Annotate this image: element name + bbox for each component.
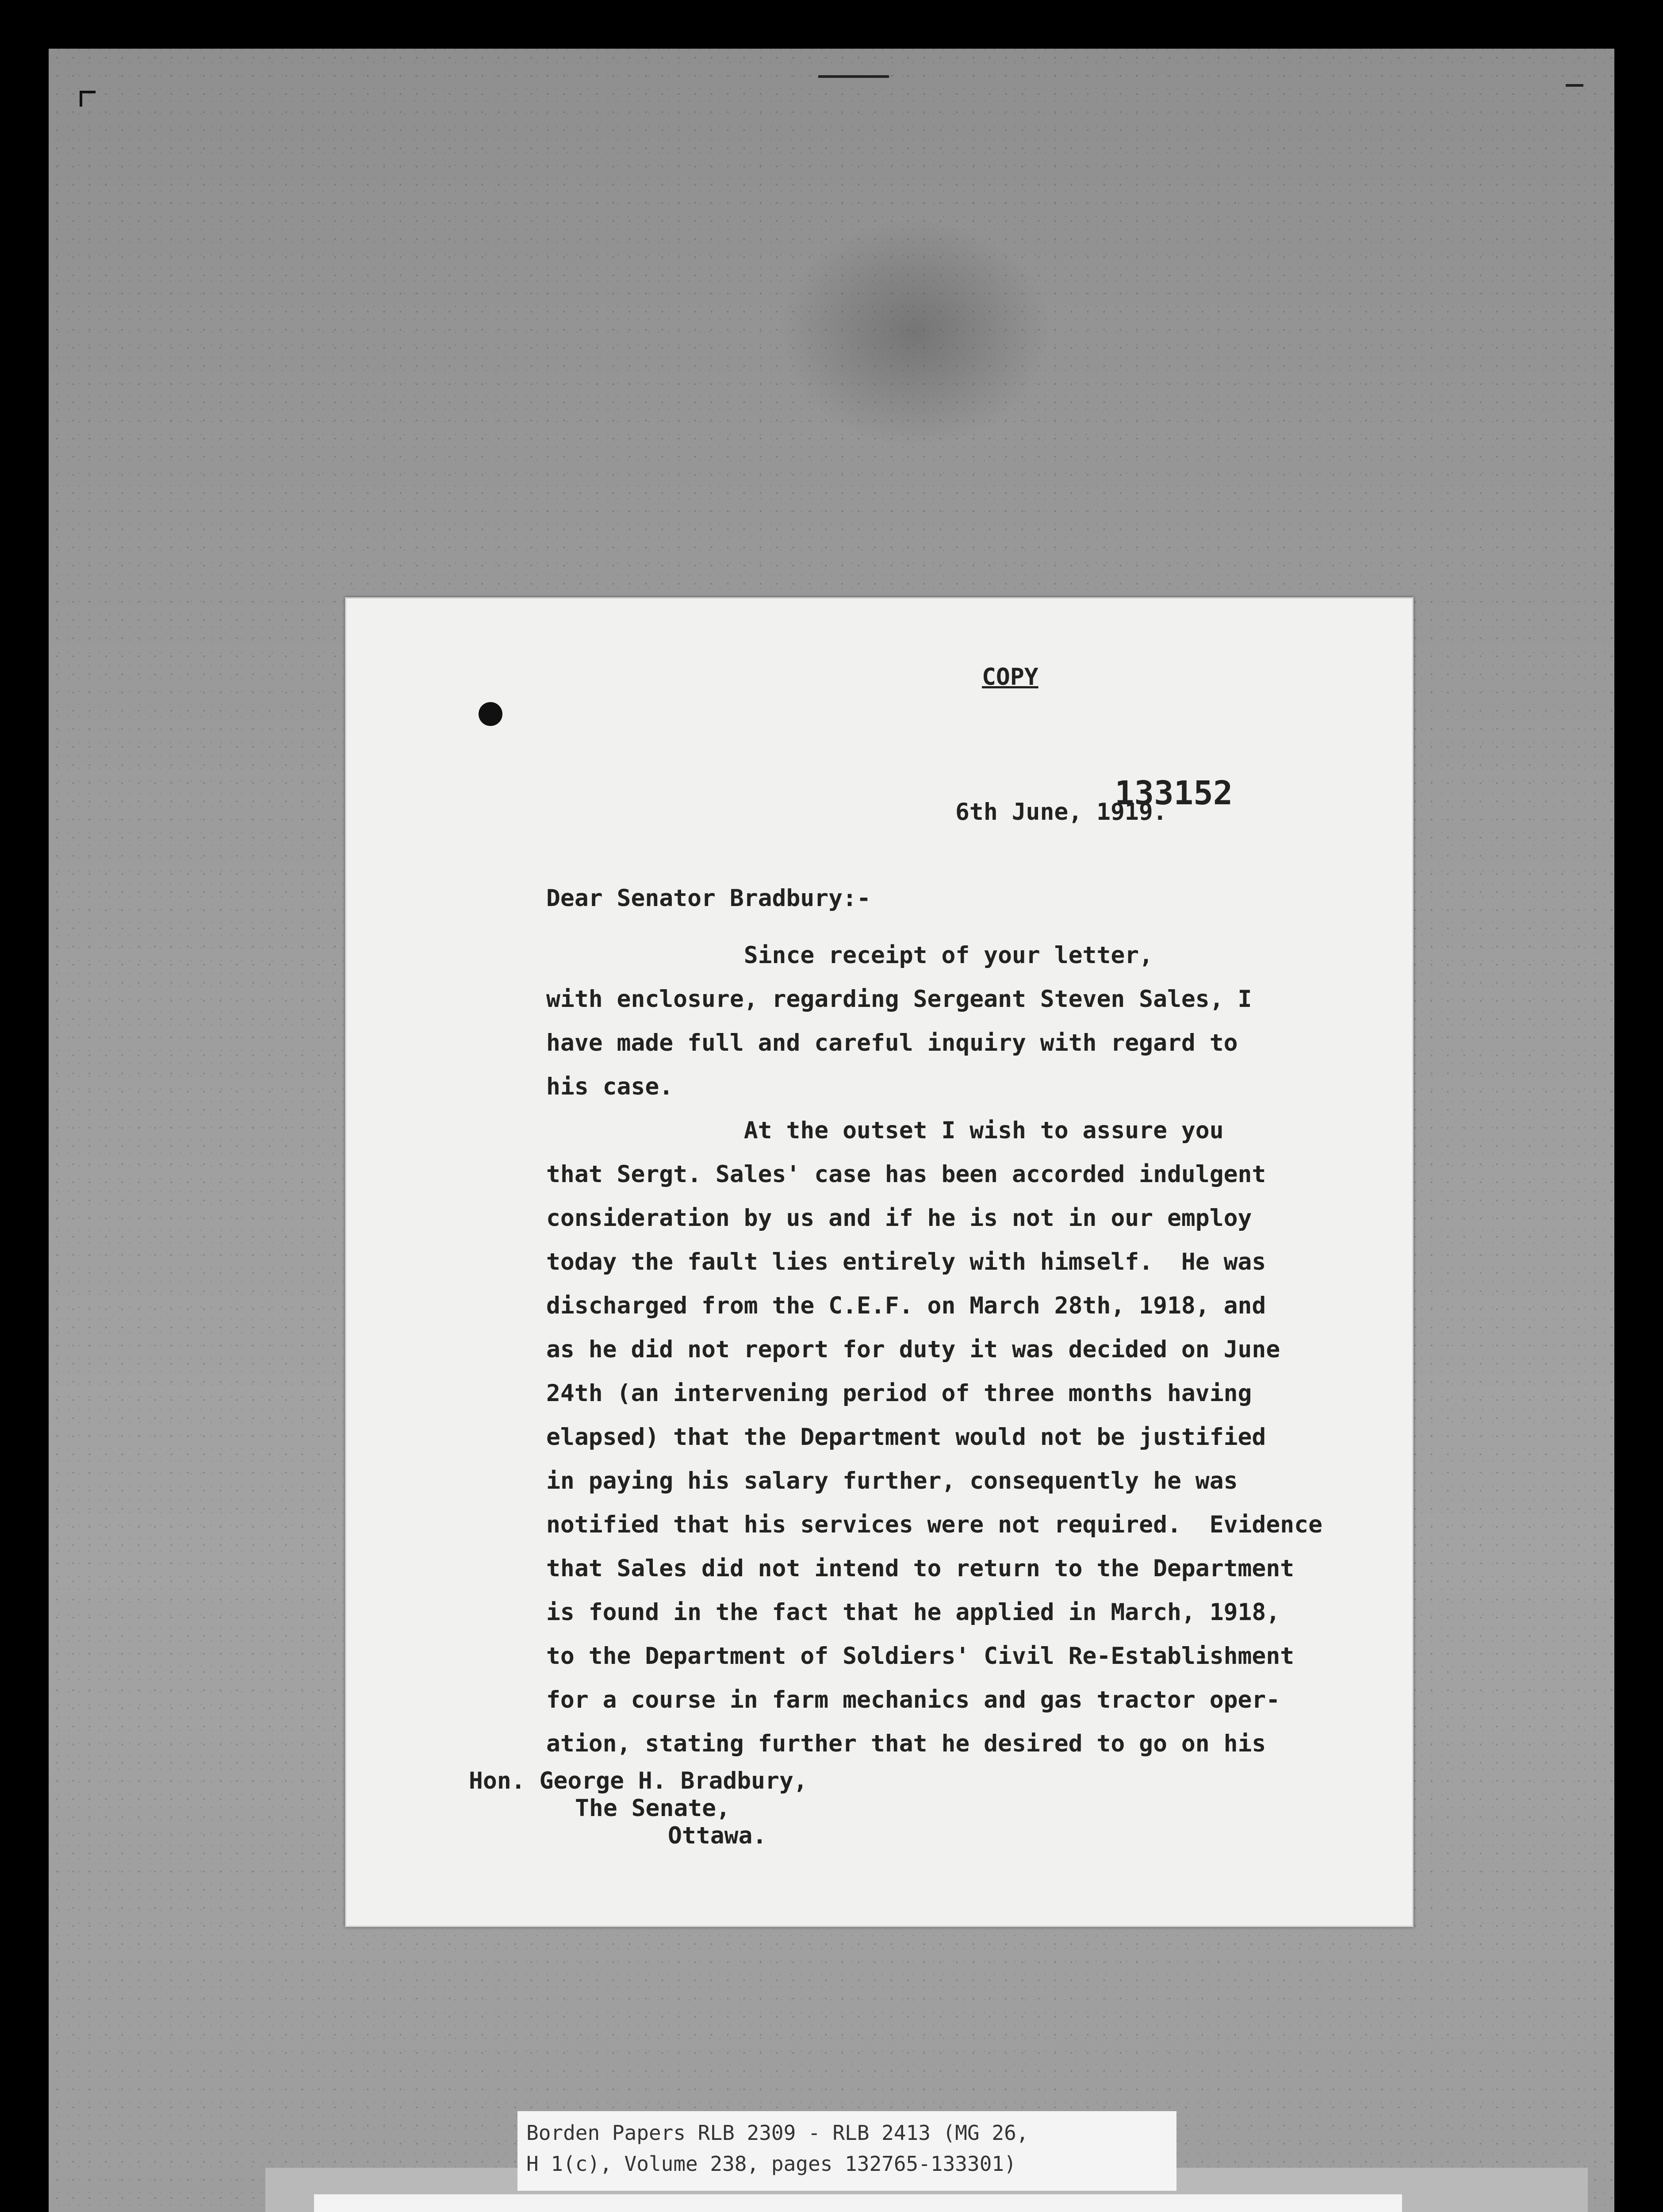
body-line: consideration by us and if he is not in our employ	[546, 1205, 1252, 1232]
addressee-name: Hon. George H. Bradbury,	[469, 1767, 808, 1794]
body-line: discharged from the C.E.F. on March 28th, 1918, and	[546, 1292, 1266, 1319]
body-line: 24th (an intervening period of three months having	[546, 1380, 1252, 1407]
body-line: ation, stating further that he desired to go on his	[546, 1730, 1266, 1757]
body-line: as he did not report for duty it was decided on June	[546, 1336, 1280, 1363]
letter-body	[546, 933, 1322, 1766]
addressee-city: Ottawa.	[668, 1822, 767, 1849]
copy-heading: COPY	[982, 664, 1038, 691]
frame-mark	[1566, 84, 1583, 87]
corner-mark	[80, 91, 96, 107]
film-smudge	[778, 217, 1053, 447]
reference-label	[517, 2111, 1176, 2191]
letter-date: 6th June, 1919.	[955, 799, 1167, 826]
reference-line: H 1(c), Volume 238, pages 132765-133301)	[526, 2152, 1016, 2176]
body-line: that Sales did not intend to return to the Department	[546, 1555, 1295, 1582]
body-line: Since receipt of your letter,	[546, 942, 1153, 969]
page-number-stamp: 133152	[1115, 774, 1233, 812]
body-line: is found in the fact that he applied in March, 1918,	[546, 1599, 1280, 1626]
body-line: have made full and careful inquiry with regard to	[546, 1029, 1238, 1056]
addressee-block	[469, 1767, 808, 1850]
body-line: his case.	[546, 1073, 674, 1100]
reference-line: Borden Papers RLB 2309 - RLB 2413 (MG 26,	[526, 2121, 1029, 2145]
punch-hole	[479, 702, 502, 726]
body-line: with enclosure, regarding Sergeant Steven Sales, I	[546, 986, 1252, 1013]
body-line: that Sergt. Sales' case has been accorded indulgent	[546, 1161, 1266, 1188]
body-line: to the Department of Soldiers' Civil Re-Establishment	[546, 1643, 1295, 1670]
body-line: in paying his salary further, consequently he was	[546, 1467, 1238, 1494]
frame-mark	[818, 75, 889, 78]
body-line: today the fault lies entirely with himself. He was	[546, 1248, 1266, 1275]
body-line: elapsed) that the Department would not be justified	[546, 1424, 1266, 1451]
salutation: Dear Senator Bradbury:-	[546, 885, 871, 912]
body-line: for a course in farm mechanics and gas tractor oper-	[546, 1686, 1280, 1713]
addressee-org: The Senate,	[575, 1795, 730, 1822]
body-line: notified that his services were not required. Evidence	[546, 1511, 1322, 1538]
body-line: At the outset I wish to assure you	[546, 1117, 1224, 1144]
archives-card	[314, 2194, 1402, 2212]
